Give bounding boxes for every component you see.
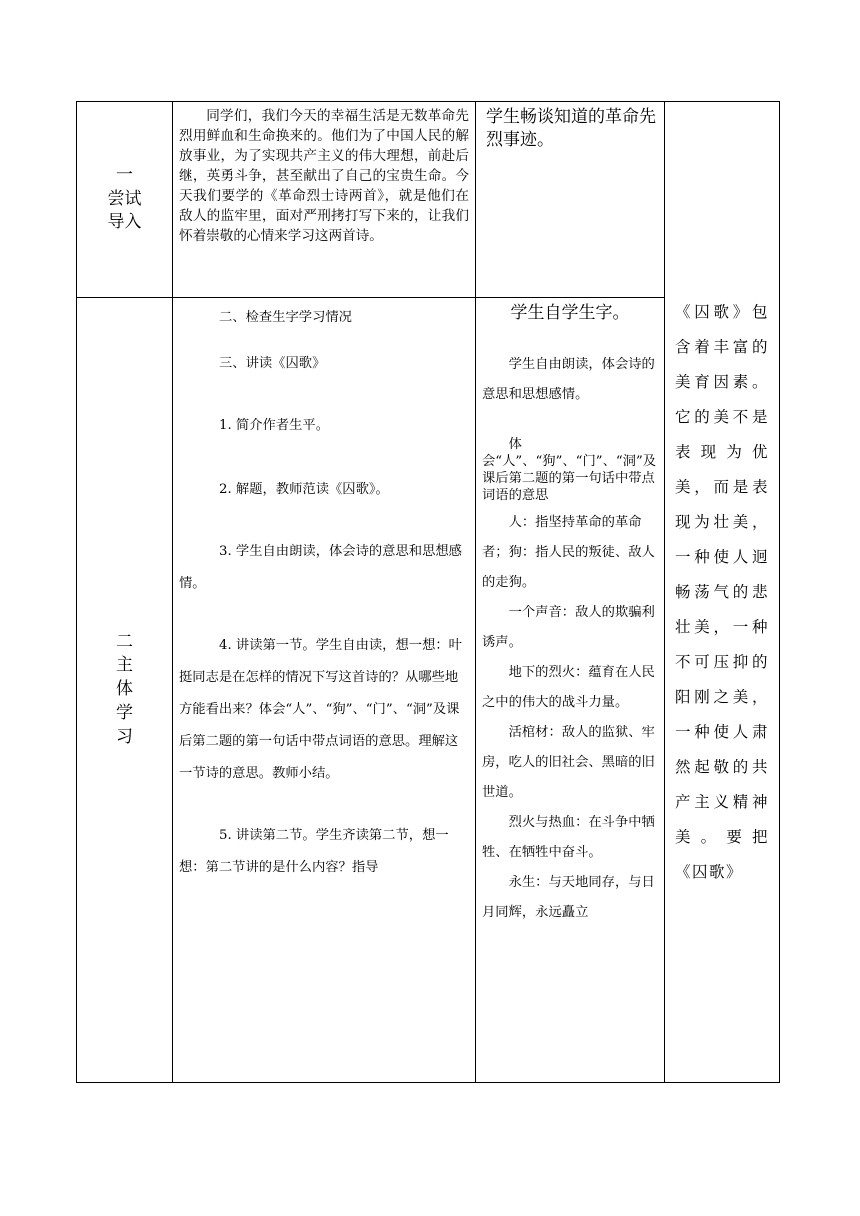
student-note: 烈火与热血：在斗争中牺牲、在牺牲中奋斗。	[482, 815, 655, 860]
teacher-step: 三、讲读《囚歌》	[219, 356, 326, 371]
teacher-step: 3. 学生自由朗读，体会诗的意思和思想感情。	[179, 544, 462, 591]
student-note: 一个声音：敌人的欺骗利诱声。	[482, 605, 655, 650]
lesson-plan-table	[76, 101, 780, 1083]
stage-number: 二	[116, 631, 133, 652]
teacher-step: 4. 讲读第一节。学生自由读，想一想：叶挺同志是在怎样的情况下写这首诗的？从哪些地方能看出来？体会“人”、“狗”、“门”、“洞”及课后第二题的第一句话中带点词语的意思。理解这一节诗的意思。教师小结。	[179, 638, 462, 781]
teacher-step: 1. 简介作者生平。	[219, 418, 329, 433]
stage-title-line: 尝试	[107, 188, 142, 209]
stage-title-line: 学	[116, 702, 133, 723]
stage-title-line: 体	[116, 679, 133, 700]
student-note: 地下的烈火：蕴育在人民之中的伟大的战斗力量。	[482, 665, 655, 710]
teacher-intro-text: 同学们，我们今天的幸福生活是无数革命先烈用鲜血和生命换来的。他们为了中国人民的解放事业，为了实现共产主义的伟大理想，前赴后继，英勇斗争，甚至献出了自己的宝贵生命。今天我们要学的《革命烈士诗两首》，就是他们在敌人的监牢里，面对严刑拷打写下来的，让我们怀着崇敬的心情来学习这两首诗。	[173, 102, 476, 298]
stage-label-intro	[77, 102, 173, 298]
student-note: 人：指坚持革命的革命者；狗：指人民的叛徒、敌人的走狗。	[482, 515, 655, 590]
teacher-step: 二、检查生字学习情况	[219, 310, 352, 325]
student-notes	[476, 298, 665, 1083]
student-intro-activity: 学生畅谈知道的革命先烈事迹。	[476, 102, 665, 298]
stage-title-line: 主	[116, 655, 133, 676]
stage-title-line: 导入	[107, 212, 142, 233]
student-note-title: 学生自学生字。	[510, 303, 630, 323]
stage-row-intro	[77, 102, 780, 298]
teacher-step: 5. 讲读第二节。学生齐读第二节，想一想：第二节讲的是什么内容？指导	[179, 828, 449, 875]
stage-label-main	[77, 298, 173, 1083]
student-note: 体会“人”、“狗”、“门”、“洞”及课后第二题的第一句话中带点词语的意思	[482, 437, 657, 503]
student-note: 永生：与天地同存，与日月同辉，永远矗立	[482, 875, 655, 920]
stage-title-line: 习	[116, 726, 133, 747]
student-note: 学生自由朗读，体会诗的意思和思想感情。	[482, 357, 655, 402]
student-note: 活棺材：敌人的监狱、牢房，吃人的旧社会、黑暗的旧世道。	[482, 725, 655, 800]
stage-number: 一	[116, 164, 133, 185]
teacher-step: 2. 解题，教师范读《囚歌》。	[219, 482, 389, 497]
design-intent-note: 《囚歌》包含着丰富的美育因素。它的美不是表现为优美，而是表现为壮美，一种使人迥畅荡气的悲壮美，一种不可压抑的阳刚之美，一种使人肃然起敬的共产主义精神美。要把《囚歌》	[665, 102, 780, 1083]
teacher-steps	[173, 298, 476, 1083]
